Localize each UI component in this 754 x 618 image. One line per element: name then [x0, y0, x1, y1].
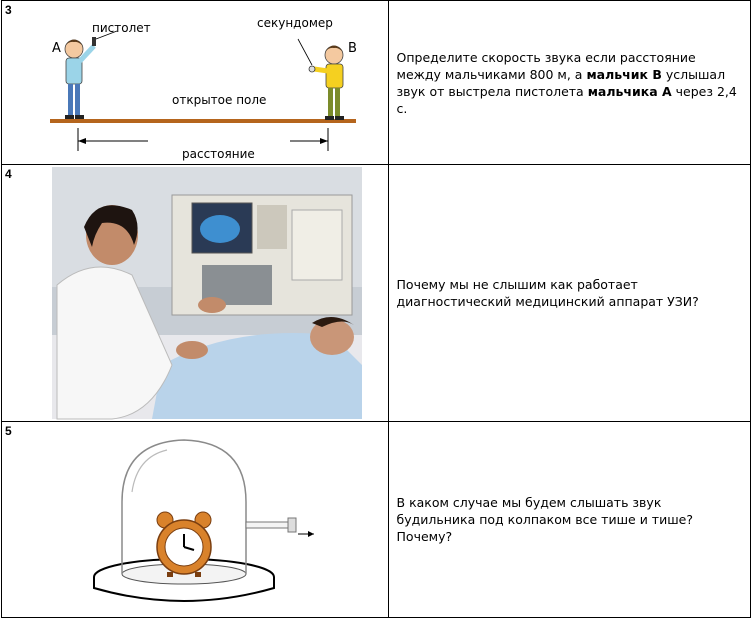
question-cell-5 — [388, 422, 750, 618]
tasks-table — [1, 0, 751, 618]
boy-a-label: А — [52, 41, 61, 56]
ultrasound-photo — [2, 165, 387, 421]
figure-cell-3 — [2, 1, 389, 165]
alarm-clock-icon — [157, 512, 211, 577]
bell-jar-alarm-clock-illustration — [2, 422, 387, 617]
question-text-5: В каком случае мы будем слышать звук будильника под колпаком все тише и тише? Почему? — [396, 495, 693, 544]
figure-cell-5 — [2, 422, 389, 618]
pistol-label: пистолет — [92, 21, 151, 35]
field-label: открытое поле — [172, 93, 267, 107]
question-cell-4 — [388, 165, 750, 422]
distance-label: расстояние — [182, 147, 255, 161]
task-number: 4 — [5, 167, 12, 181]
boy-b-label: В — [348, 41, 357, 56]
boy-a-figure — [65, 37, 96, 119]
boy-b-figure — [309, 46, 344, 121]
question-text-3: Определите скорость звука если расстояние между мальчиками 800 м, а мальчик В услышал звук от выстрела пистолета мальчика А через 2,4 с. — [396, 49, 737, 116]
figure-cell-4 — [2, 165, 389, 422]
task-row-4 — [2, 165, 751, 422]
task-row-5 — [2, 422, 751, 618]
stopwatch-label: секундомер — [257, 16, 333, 30]
task-number: 3 — [5, 3, 12, 17]
ground-line — [50, 119, 356, 123]
task-number: 5 — [5, 424, 12, 438]
question-cell-3 — [388, 1, 750, 165]
question-text-4: Почему мы не слышим как работает диагностический медицинский аппарат УЗИ? — [396, 277, 699, 309]
task-row-3 — [2, 1, 751, 165]
